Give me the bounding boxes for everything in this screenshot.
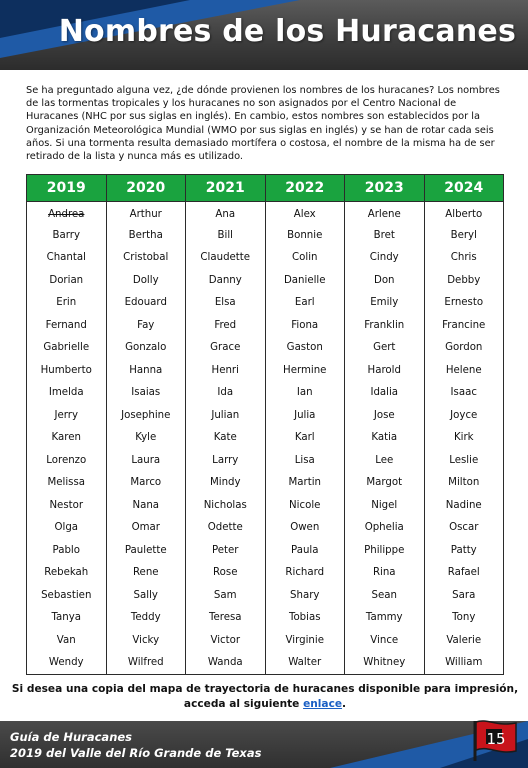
storm-name-cell: Leslie <box>424 449 504 472</box>
table-row <box>27 652 504 675</box>
storm-name-cell: Teddy <box>106 607 186 630</box>
storm-name-cell: Bret <box>345 224 425 247</box>
storm-name-cell: Nestor <box>27 494 107 517</box>
storm-name-cell: Isaias <box>106 382 186 405</box>
storm-name-cell: Karl <box>265 427 345 450</box>
storm-name-cell: Idalia <box>345 382 425 405</box>
table-row <box>27 539 504 562</box>
storm-name-cell: Franklin <box>345 314 425 337</box>
storm-name-cell: Tanya <box>27 607 107 630</box>
storm-name-cell: Karen <box>27 427 107 450</box>
storm-name-cell: Olga <box>27 517 107 540</box>
storm-name-cell: Danny <box>186 269 266 292</box>
storm-name-cell: Julian <box>186 404 266 427</box>
page-number: 15 <box>486 730 506 748</box>
storm-name-cell: Arlene <box>345 202 425 225</box>
map-link[interactable]: enlace <box>303 698 343 710</box>
year-header: 2023 <box>345 175 425 202</box>
storm-name-cell: Wendy <box>27 652 107 675</box>
storm-name-cell: Tammy <box>345 607 425 630</box>
storm-name-cell: Lorenzo <box>27 449 107 472</box>
storm-name-cell: Julia <box>265 404 345 427</box>
table-header-row <box>27 175 504 202</box>
storm-name-cell: Shary <box>265 584 345 607</box>
storm-name-cell: Virginie <box>265 629 345 652</box>
storm-name-cell: Gaston <box>265 337 345 360</box>
storm-name-cell: Vince <box>345 629 425 652</box>
storm-name-cell: Ernesto <box>424 292 504 315</box>
note-text: Si desea una copia del mapa de trayectoria de huracanes disponible para impresión, acceda al siguiente <box>11 683 519 710</box>
storm-name-cell: Cristobal <box>106 247 186 270</box>
table-row <box>27 202 504 225</box>
storm-name-cell: Dolly <box>106 269 186 292</box>
hurricane-names-table <box>26 174 504 675</box>
storm-name-cell: Nigel <box>345 494 425 517</box>
storm-name-cell: Francine <box>424 314 504 337</box>
storm-name-cell: Paulette <box>106 539 186 562</box>
storm-name-cell: Katia <box>345 427 425 450</box>
storm-name-cell: Ophelia <box>345 517 425 540</box>
storm-name-cell: Alex <box>265 202 345 225</box>
storm-name-cell: Fiona <box>265 314 345 337</box>
storm-name-cell: Ana <box>186 202 266 225</box>
footer-guide-subtitle: 2019 del Valle del Río Grande de Texas <box>10 746 262 760</box>
page-title: Nombres de los Huracanes <box>58 14 516 49</box>
storm-name-cell: Debby <box>424 269 504 292</box>
storm-name-cell: Grace <box>186 337 266 360</box>
storm-name-cell: Peter <box>186 539 266 562</box>
storm-name-cell: Erin <box>27 292 107 315</box>
storm-name-cell: Edouard <box>106 292 186 315</box>
storm-name-cell: Dorian <box>27 269 107 292</box>
table-row <box>27 337 504 360</box>
storm-name-cell: Wanda <box>186 652 266 675</box>
storm-name-cell: Whitney <box>345 652 425 675</box>
storm-name-cell: Milton <box>424 472 504 495</box>
storm-name-cell: Henri <box>186 359 266 382</box>
storm-name-cell: Tobias <box>265 607 345 630</box>
note-text-end: . <box>342 698 347 710</box>
storm-name-cell: Lisa <box>265 449 345 472</box>
storm-name-cell: Alberto <box>424 202 504 225</box>
storm-name-cell: Claudette <box>186 247 266 270</box>
storm-name-cell: Victor <box>186 629 266 652</box>
table-row <box>27 449 504 472</box>
storm-name-cell: Sebastien <box>27 584 107 607</box>
storm-name-cell: Wilfred <box>106 652 186 675</box>
storm-name-cell: Humberto <box>27 359 107 382</box>
table-row <box>27 427 504 450</box>
storm-name-cell: Walter <box>265 652 345 675</box>
storm-name-cell: Rafael <box>424 562 504 585</box>
storm-name-cell: Don <box>345 269 425 292</box>
storm-name-cell: Oscar <box>424 517 504 540</box>
footer-guide-title: Guía de Huracanes <box>10 730 133 744</box>
storm-name-cell: Chris <box>424 247 504 270</box>
storm-name-cell: Bill <box>186 224 266 247</box>
storm-name-cell: Rebekah <box>27 562 107 585</box>
intro-paragraph: Se ha preguntado alguna vez, ¿de dónde provienen los nombres de los huracanes? Los nombres de las tormentas tropicales y los huracanes no son asignados por el Centro Nacional de Huracanes (NHC por sus siglas en inglés). En cambio, estos nombres son establecidos por la Organización Meteorológica Mundial (WMO por sus siglas en inglés) y se han de rotar cada seis años. Si una tormenta resulta demasiado mortífera o costosa, el nombre de la misma ha de ser retirado de la lista y nunca más es utilizado. <box>26 85 500 163</box>
storm-name-cell: Odette <box>186 517 266 540</box>
year-header: 2019 <box>27 175 107 202</box>
table-row <box>27 359 504 382</box>
storm-name-cell: Omar <box>106 517 186 540</box>
table-row <box>27 382 504 405</box>
storm-name-cell: Fay <box>106 314 186 337</box>
table-row <box>27 472 504 495</box>
storm-name-cell: Rina <box>345 562 425 585</box>
storm-name-cell: Jerry <box>27 404 107 427</box>
storm-name-cell: Gordon <box>424 337 504 360</box>
storm-name-cell: Mindy <box>186 472 266 495</box>
table-row <box>27 517 504 540</box>
storm-name-cell: Bertha <box>106 224 186 247</box>
year-header: 2021 <box>186 175 266 202</box>
storm-name-cell: Vicky <box>106 629 186 652</box>
storm-name-cell: Nicholas <box>186 494 266 517</box>
storm-name-cell: Hanna <box>106 359 186 382</box>
table-row <box>27 404 504 427</box>
storm-name-cell: Nadine <box>424 494 504 517</box>
storm-name-cell: Philippe <box>345 539 425 562</box>
storm-name-cell: Emily <box>345 292 425 315</box>
storm-name-cell: Harold <box>345 359 425 382</box>
page-header <box>0 0 528 70</box>
storm-name-cell: Hermine <box>265 359 345 382</box>
storm-name-cell: Arthur <box>106 202 186 225</box>
storm-name-cell: Sally <box>106 584 186 607</box>
table-row <box>27 584 504 607</box>
footer-caption <box>10 729 261 761</box>
storm-name-cell: Sam <box>186 584 266 607</box>
storm-name-cell: Valerie <box>424 629 504 652</box>
storm-name-cell: Helene <box>424 359 504 382</box>
storm-name-cell: Kyle <box>106 427 186 450</box>
storm-name-cell: Nicole <box>265 494 345 517</box>
storm-name-cell: Rose <box>186 562 266 585</box>
table-row <box>27 292 504 315</box>
storm-name-cell: Tony <box>424 607 504 630</box>
table-row <box>27 629 504 652</box>
storm-name-cell: Joyce <box>424 404 504 427</box>
table-body <box>27 202 504 675</box>
storm-name-cell: Kirk <box>424 427 504 450</box>
storm-name-cell: Lee <box>345 449 425 472</box>
storm-name-cell: William <box>424 652 504 675</box>
storm-name-cell: Josephine <box>106 404 186 427</box>
retired-storm-name-cell: Andrea <box>27 202 107 225</box>
storm-name-cell: Beryl <box>424 224 504 247</box>
storm-name-cell: Marco <box>106 472 186 495</box>
storm-name-cell: Van <box>27 629 107 652</box>
storm-name-cell: Larry <box>186 449 266 472</box>
storm-name-cell: Laura <box>106 449 186 472</box>
storm-name-cell: Melissa <box>27 472 107 495</box>
year-header: 2024 <box>424 175 504 202</box>
table-row <box>27 314 504 337</box>
storm-name-cell: Sean <box>345 584 425 607</box>
storm-name-cell: Pablo <box>27 539 107 562</box>
storm-name-cell: Imelda <box>27 382 107 405</box>
page-footer <box>0 721 528 768</box>
storm-name-cell: Teresa <box>186 607 266 630</box>
storm-name-cell: Isaac <box>424 382 504 405</box>
storm-name-cell: Kate <box>186 427 266 450</box>
storm-name-cell: Margot <box>345 472 425 495</box>
storm-name-cell: Cindy <box>345 247 425 270</box>
storm-name-cell: Ida <box>186 382 266 405</box>
storm-name-cell: Earl <box>265 292 345 315</box>
storm-name-cell: Paula <box>265 539 345 562</box>
storm-name-cell: Barry <box>27 224 107 247</box>
storm-name-cell: Nana <box>106 494 186 517</box>
storm-name-cell: Rene <box>106 562 186 585</box>
storm-name-cell: Gert <box>345 337 425 360</box>
storm-name-cell: Gonzalo <box>106 337 186 360</box>
table-row <box>27 269 504 292</box>
table-row <box>27 607 504 630</box>
storm-name-cell: Richard <box>265 562 345 585</box>
table-row <box>27 562 504 585</box>
storm-name-cell: Chantal <box>27 247 107 270</box>
map-copy-note <box>10 682 520 712</box>
storm-name-cell: Patty <box>424 539 504 562</box>
year-header: 2020 <box>106 175 186 202</box>
storm-name-cell: Bonnie <box>265 224 345 247</box>
table-row <box>27 494 504 517</box>
storm-name-cell: Fernand <box>27 314 107 337</box>
storm-name-cell: Sara <box>424 584 504 607</box>
storm-name-cell: Fred <box>186 314 266 337</box>
year-header: 2022 <box>265 175 345 202</box>
table-row <box>27 247 504 270</box>
storm-name-cell: Danielle <box>265 269 345 292</box>
storm-name-cell: Colin <box>265 247 345 270</box>
table-row <box>27 224 504 247</box>
storm-name-cell: Elsa <box>186 292 266 315</box>
storm-name-cell: Ian <box>265 382 345 405</box>
storm-name-cell: Gabrielle <box>27 337 107 360</box>
storm-name-cell: Owen <box>265 517 345 540</box>
storm-name-cell: Martin <box>265 472 345 495</box>
storm-name-cell: Jose <box>345 404 425 427</box>
